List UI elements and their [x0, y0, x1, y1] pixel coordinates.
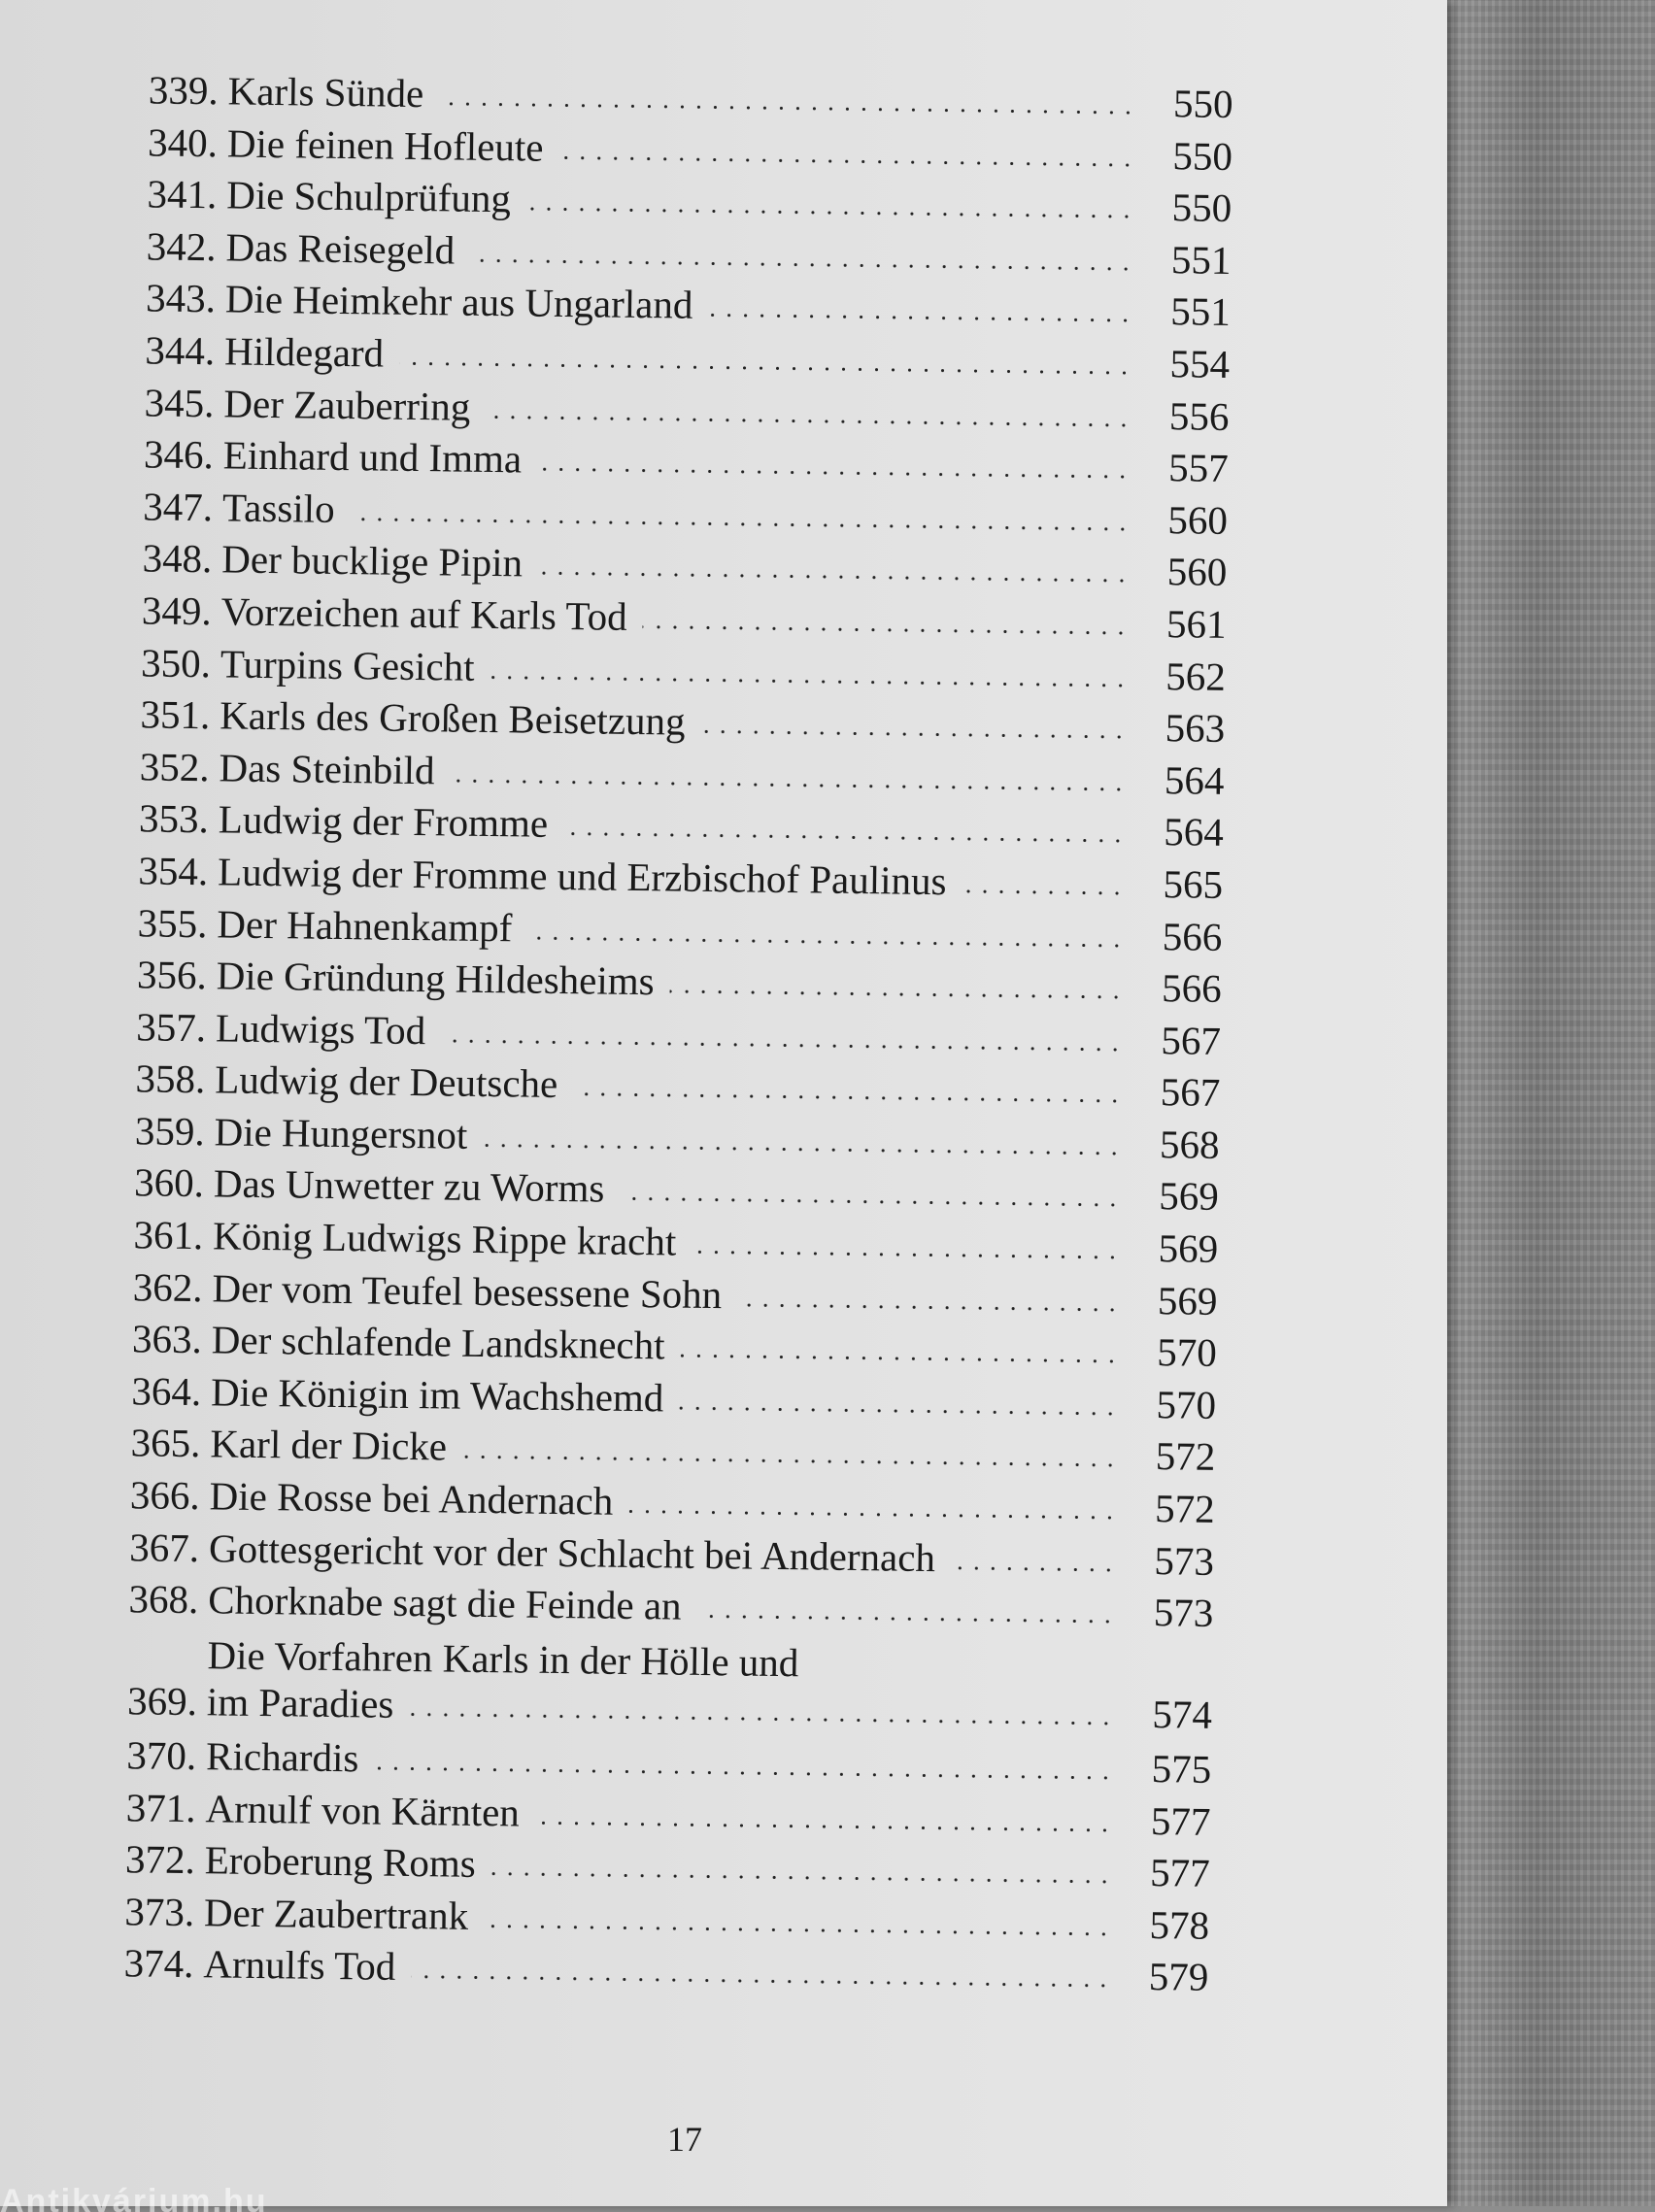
entry-number: 366.	[129, 1472, 201, 1519]
entry-title: Einhard und Imma	[222, 432, 523, 482]
entry-page: 569	[1159, 1173, 1220, 1220]
entry-title: Ludwigs Tod	[215, 1005, 426, 1053]
entry-page: 550	[1171, 184, 1233, 231]
entry-page: 566	[1162, 913, 1223, 959]
entry-page: 567	[1160, 1069, 1221, 1116]
entry-title: Karls Sünde	[227, 68, 424, 117]
entry-title: Der Hahnenkampf	[217, 900, 513, 950]
dot-leader	[670, 990, 1125, 999]
entry-page: 575	[1151, 1746, 1212, 1792]
dot-leader	[620, 1197, 1122, 1207]
entry-number: 345.	[144, 379, 215, 425]
entry-number: 363.	[131, 1316, 203, 1362]
entry-number: 371.	[125, 1784, 196, 1830]
entry-number: 346.	[143, 431, 215, 478]
entry-title: Turpins Gesicht	[220, 640, 475, 689]
entry-page: 550	[1172, 132, 1233, 179]
entry-title: Richardis	[205, 1733, 359, 1781]
entry-page: 566	[1161, 965, 1222, 1011]
entry-page: 564	[1164, 756, 1225, 803]
entry-body	[207, 1631, 1213, 1738]
dot-leader	[526, 208, 1134, 218]
background-surface	[1437, 0, 1655, 2206]
entry-page: 573	[1154, 1537, 1215, 1584]
entry-page: 551	[1169, 288, 1232, 335]
entry-title: Der bucklige Pipin	[221, 536, 524, 586]
dot-leader	[700, 730, 1128, 739]
entry-number: 354.	[138, 848, 209, 894]
dot-leader	[558, 155, 1134, 166]
entry-number: 374.	[123, 1940, 194, 1987]
entry-number: 369.	[126, 1678, 198, 1725]
entry-number: 351.	[140, 691, 211, 738]
dot-leader	[441, 1039, 1124, 1051]
entry-title: Tassilo	[221, 485, 335, 531]
entry-number: 340.	[147, 118, 219, 165]
dot-leader	[483, 1144, 1122, 1156]
entry-page: 560	[1166, 549, 1228, 595]
entry-number: 348.	[142, 535, 213, 582]
entry-page: 579	[1148, 1954, 1209, 2000]
entry-title: König Ludwigs Rippe kracht	[212, 1213, 677, 1264]
entry-title: Ludwig der Deutsche	[215, 1056, 558, 1107]
dot-leader	[535, 1821, 1114, 1831]
entry-page: 572	[1155, 1433, 1216, 1480]
entry-number: 353.	[138, 795, 210, 842]
dot-leader	[462, 1456, 1118, 1467]
entry-page: 565	[1163, 861, 1224, 907]
entry-title: Der vom Teufel besessene Sohn	[212, 1264, 723, 1317]
entry-page: 554	[1169, 341, 1231, 386]
entry-title: Das Unwetter zu Worms	[213, 1160, 605, 1212]
entry-page: 578	[1149, 1901, 1210, 1948]
entry-page: 577	[1150, 1797, 1211, 1844]
entry-number: 359.	[134, 1108, 205, 1155]
entry-number: 349.	[141, 587, 212, 634]
entry-title: Der Zauberring	[223, 380, 471, 429]
entry-number: 360.	[133, 1159, 205, 1206]
entry-title: Die feinen Hofleute	[226, 120, 544, 170]
entry-page: 560	[1167, 496, 1229, 543]
dot-leader	[737, 1303, 1120, 1311]
entry-title: Karls des Großen Beisetzung	[219, 692, 686, 744]
entry-page: 556	[1168, 392, 1230, 439]
dot-leader	[692, 1251, 1121, 1259]
entry-page: 562	[1165, 653, 1227, 699]
entry-page: 569	[1158, 1225, 1219, 1271]
entry-number: 347.	[143, 484, 214, 530]
entry-page: 557	[1167, 445, 1229, 491]
entry-title: Das Reisegeld	[225, 224, 456, 273]
entry-title: Karl der Dicke	[210, 1421, 448, 1469]
entry-number: 355.	[137, 899, 208, 946]
entry-page: 574	[1152, 1692, 1213, 1737]
entry-number: 343.	[145, 275, 217, 321]
entry-page: 570	[1156, 1329, 1218, 1376]
entry-title: Das Steinbild	[219, 745, 435, 793]
entry-page: 569	[1157, 1277, 1218, 1324]
dot-leader	[409, 1713, 1115, 1726]
entry-title: Die Gründung Hildesheims	[216, 953, 655, 1004]
dot-leader	[399, 362, 1132, 375]
entry-title: Der Zaubertrank	[203, 1890, 469, 1938]
entry-number: 364.	[131, 1368, 202, 1415]
entry-title: Arnulfs Tod	[203, 1941, 396, 1990]
dot-leader	[951, 1566, 1117, 1571]
entry-page: 567	[1161, 1017, 1222, 1063]
entry-page: 577	[1149, 1850, 1211, 1896]
entry-number: 367.	[128, 1524, 200, 1570]
entry-title: Hildegard	[223, 328, 385, 376]
entry-title-continued: im Paradies	[206, 1679, 394, 1726]
entry-page: 551	[1170, 236, 1232, 283]
dot-leader	[537, 468, 1131, 479]
dot-leader	[470, 258, 1133, 270]
entry-title: Die Königin im Wachshemd	[210, 1369, 664, 1421]
table-of-contents	[96, 66, 1233, 2006]
entry-title: Chorknabe sagt die Feinde an	[208, 1577, 682, 1628]
entry-page: 572	[1154, 1486, 1215, 1531]
entry-page: 570	[1156, 1381, 1217, 1427]
entry-number: 352.	[139, 744, 210, 789]
entry-number: 361.	[133, 1212, 204, 1258]
dot-leader	[563, 832, 1127, 843]
entry-number: 342.	[146, 223, 217, 270]
entry-page: 561	[1165, 601, 1227, 647]
dot-leader	[573, 1092, 1123, 1102]
entry-number: 344.	[145, 327, 216, 374]
entry-page: 573	[1153, 1590, 1214, 1636]
dot-leader	[374, 1767, 1114, 1780]
entry-title: Die Heimkehr aus Ungarland	[224, 276, 693, 328]
entry-page: 563	[1165, 705, 1226, 752]
dot-leader	[350, 518, 1130, 531]
dot-leader	[679, 1406, 1119, 1415]
entry-number: 357.	[136, 1003, 207, 1050]
entry-number: 370.	[126, 1732, 197, 1779]
entry-number: 368.	[128, 1576, 199, 1623]
entry-title: Ludwig der Fromme und Erzbischof Paulinus	[217, 849, 947, 904]
dot-leader	[680, 1355, 1119, 1363]
page-number: 17	[667, 2120, 702, 2159]
entry-number: 358.	[135, 1056, 206, 1102]
dot-leader	[628, 1510, 1117, 1520]
entry-number: 341.	[147, 171, 218, 218]
entry-title: Die Vorfahren Karls in der Hölle und	[207, 1632, 799, 1686]
entry-title: Eroberung Roms	[204, 1837, 477, 1887]
dot-leader	[439, 102, 1135, 114]
dot-leader	[450, 779, 1127, 790]
dot-leader	[484, 1925, 1112, 1935]
entry-body	[227, 67, 1233, 127]
entry-number: 362.	[132, 1263, 203, 1310]
dot-leader	[527, 936, 1125, 947]
entry-page: 550	[1172, 81, 1233, 126]
entry-number: 372.	[124, 1836, 196, 1883]
entry-title: Arnulf von Kärnten	[205, 1785, 521, 1835]
entry-title: Die Schulprüfung	[225, 172, 512, 221]
entry-title: Der schlafende Landsknecht	[211, 1317, 665, 1368]
dot-leader	[642, 625, 1129, 635]
watermark-text: Antikvárium.hu	[0, 2183, 268, 2212]
entry-page: 568	[1159, 1121, 1220, 1167]
entry-number: 373.	[124, 1888, 195, 1934]
entry-title: Die Hungersnot	[214, 1109, 468, 1157]
entry-page: 564	[1163, 809, 1225, 855]
entry-title: Gottesgericht vor der Schlacht bei Andernach	[208, 1525, 936, 1580]
dot-leader	[708, 314, 1132, 322]
dot-leader	[538, 572, 1130, 583]
entry-number: 365.	[130, 1420, 201, 1466]
dot-leader	[491, 1872, 1113, 1883]
dot-leader	[490, 676, 1128, 687]
entry-number: 339.	[148, 67, 219, 114]
dot-leader	[411, 1975, 1111, 1987]
toc-entry	[100, 1627, 1213, 1746]
dot-leader	[486, 416, 1131, 427]
entry-title: Vorzeichen auf Karls Tod	[220, 588, 627, 639]
dot-leader	[962, 889, 1126, 894]
entry-title: Ludwig der Fromme	[218, 796, 549, 847]
entry-number: 356.	[136, 952, 208, 998]
entry-title: Die Rosse bei Andernach	[209, 1473, 614, 1524]
dot-leader	[696, 1615, 1116, 1624]
entry-number: 350.	[140, 639, 212, 686]
